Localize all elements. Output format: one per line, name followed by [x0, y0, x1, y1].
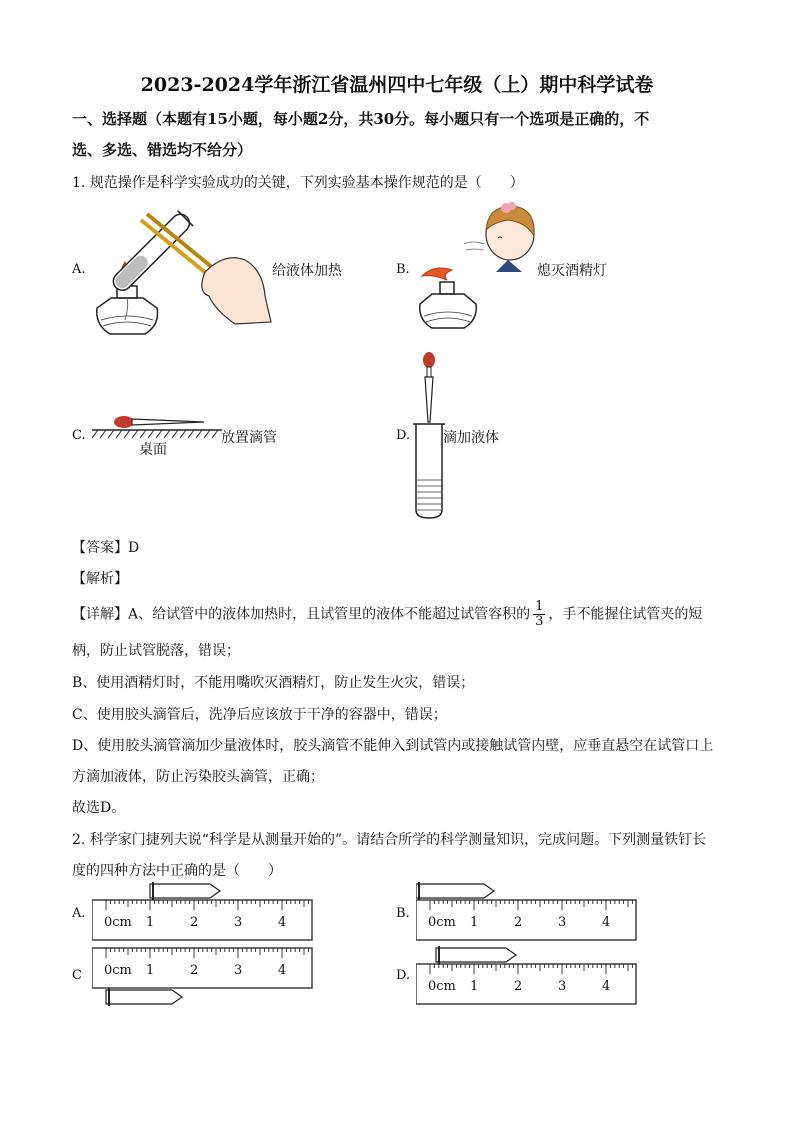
q1-option-c-letter: C.	[72, 428, 86, 443]
ruler-tick-label: 3	[558, 979, 567, 994]
ruler-tick-label: 2	[190, 963, 199, 978]
q1-option-d-letter: D.	[396, 428, 411, 443]
ruler-tick-label: 2	[190, 915, 199, 930]
explanation-d-line1: D、使用胶头滴管滴加少量液体时，胶头滴管不能伸入到试管内或接触试管内壁，应垂直悬空在试管口上	[72, 738, 714, 754]
ruler-tick-label: 3	[234, 915, 243, 930]
conclusion: 故选D。	[72, 800, 126, 816]
ruler-tick-label: 0cm	[428, 915, 456, 930]
q2-option-c-letter: C	[72, 968, 82, 983]
nail	[416, 882, 494, 900]
blowing-lamp-illustration	[412, 200, 542, 332]
q2-option-d-letter: D.	[396, 968, 411, 983]
nail	[106, 988, 182, 1006]
page-title: 2023-2024学年浙江省温州四中七年级（上）期中科学试卷	[140, 74, 654, 96]
ruler-option-d	[416, 944, 646, 1008]
ruler-tick-label: 4	[602, 915, 611, 930]
one-third-fraction: $\frac{1}{3}$	[535, 599, 544, 629]
nail	[150, 882, 220, 900]
ruler-tick-label: 4	[278, 915, 287, 930]
ruler-tick-label: 1	[470, 979, 479, 994]
section-heading-line1: 一、选择题（本题有15小题，每小题2分，共30分。每小题只有一个选项是正确的，不	[72, 110, 650, 128]
q1-option-c-caption: 放置滴管	[221, 430, 277, 446]
q1-option-c-table-label: 桌面	[139, 442, 167, 458]
explanation-d-line2: 方滴加液体，防止污染胶头滴管，正确；	[72, 769, 324, 785]
ruler-tick-label: 1	[146, 915, 155, 930]
explanation-a-line1: 【详解】A、给试管中的液体加热时，且试管里的液体不能超过试管容积的 $\frac{1}{3}$ ，手不能握住试管夹的短	[72, 599, 703, 629]
ruler-option-c	[92, 944, 322, 1008]
question-2-stem-line1: 2. 科学家门捷列夫说“科学是从测量开始的”。请结合所学的科学测量知识，完成问题。下列测量铁钉长	[72, 832, 707, 848]
q1-option-b-letter: B.	[396, 262, 410, 277]
heating-liquid-illustration	[85, 200, 275, 340]
ruler-tick-label: 4	[278, 963, 287, 978]
ruler-tick-label: 0cm	[104, 915, 132, 930]
question-1-stem: 1. 规范操作是科学实验成功的关键，下列实验基本操作规范的是（ ）	[72, 175, 524, 191]
nail	[436, 946, 516, 964]
q1-option-a-letter: A.	[72, 262, 86, 277]
explanation-b: B、使用酒精灯时，不能用嘴吹灭酒精灯，防止发生火灾，错误；	[72, 675, 475, 691]
q1-option-a-caption: 给液体加热	[272, 263, 342, 279]
ruler-tick-label: 0cm	[428, 979, 456, 994]
ruler-tick-label: 3	[558, 915, 567, 930]
ruler-tick-label: 3	[234, 963, 243, 978]
ruler-option-a	[92, 880, 322, 944]
q2-option-a-letter: A.	[72, 906, 86, 921]
ruler-tick-label: 2	[514, 915, 523, 930]
ruler-option-b	[416, 880, 646, 944]
question-2-stem-line2: 度的四种方法中正确的是（ ）	[72, 863, 282, 879]
explanation-a-line2: 柄，防止试管脱落，错误；	[72, 643, 240, 659]
section-heading-line2: 选、多选、错选均不给分）	[72, 141, 253, 159]
ruler-tick-label: 4	[602, 979, 611, 994]
dropper-on-table-illustration	[92, 408, 226, 442]
q1-option-d-caption: 滴加液体	[443, 430, 499, 446]
q1-option-b-caption: 熄灭酒精灯	[537, 263, 607, 279]
analysis-label: 【解析】	[72, 571, 128, 587]
ruler-tick-label: 1	[470, 915, 479, 930]
ruler-tick-label: 2	[514, 979, 523, 994]
ruler-tick-label: 0cm	[104, 963, 132, 978]
explanation-c: C、使用胶头滴管后，洗净后应该放于干净的容器中，错误；	[72, 707, 447, 723]
answer-label: 【答案】D	[72, 540, 140, 556]
ruler-tick-label: 1	[146, 963, 155, 978]
q2-option-b-letter: B.	[396, 906, 410, 921]
